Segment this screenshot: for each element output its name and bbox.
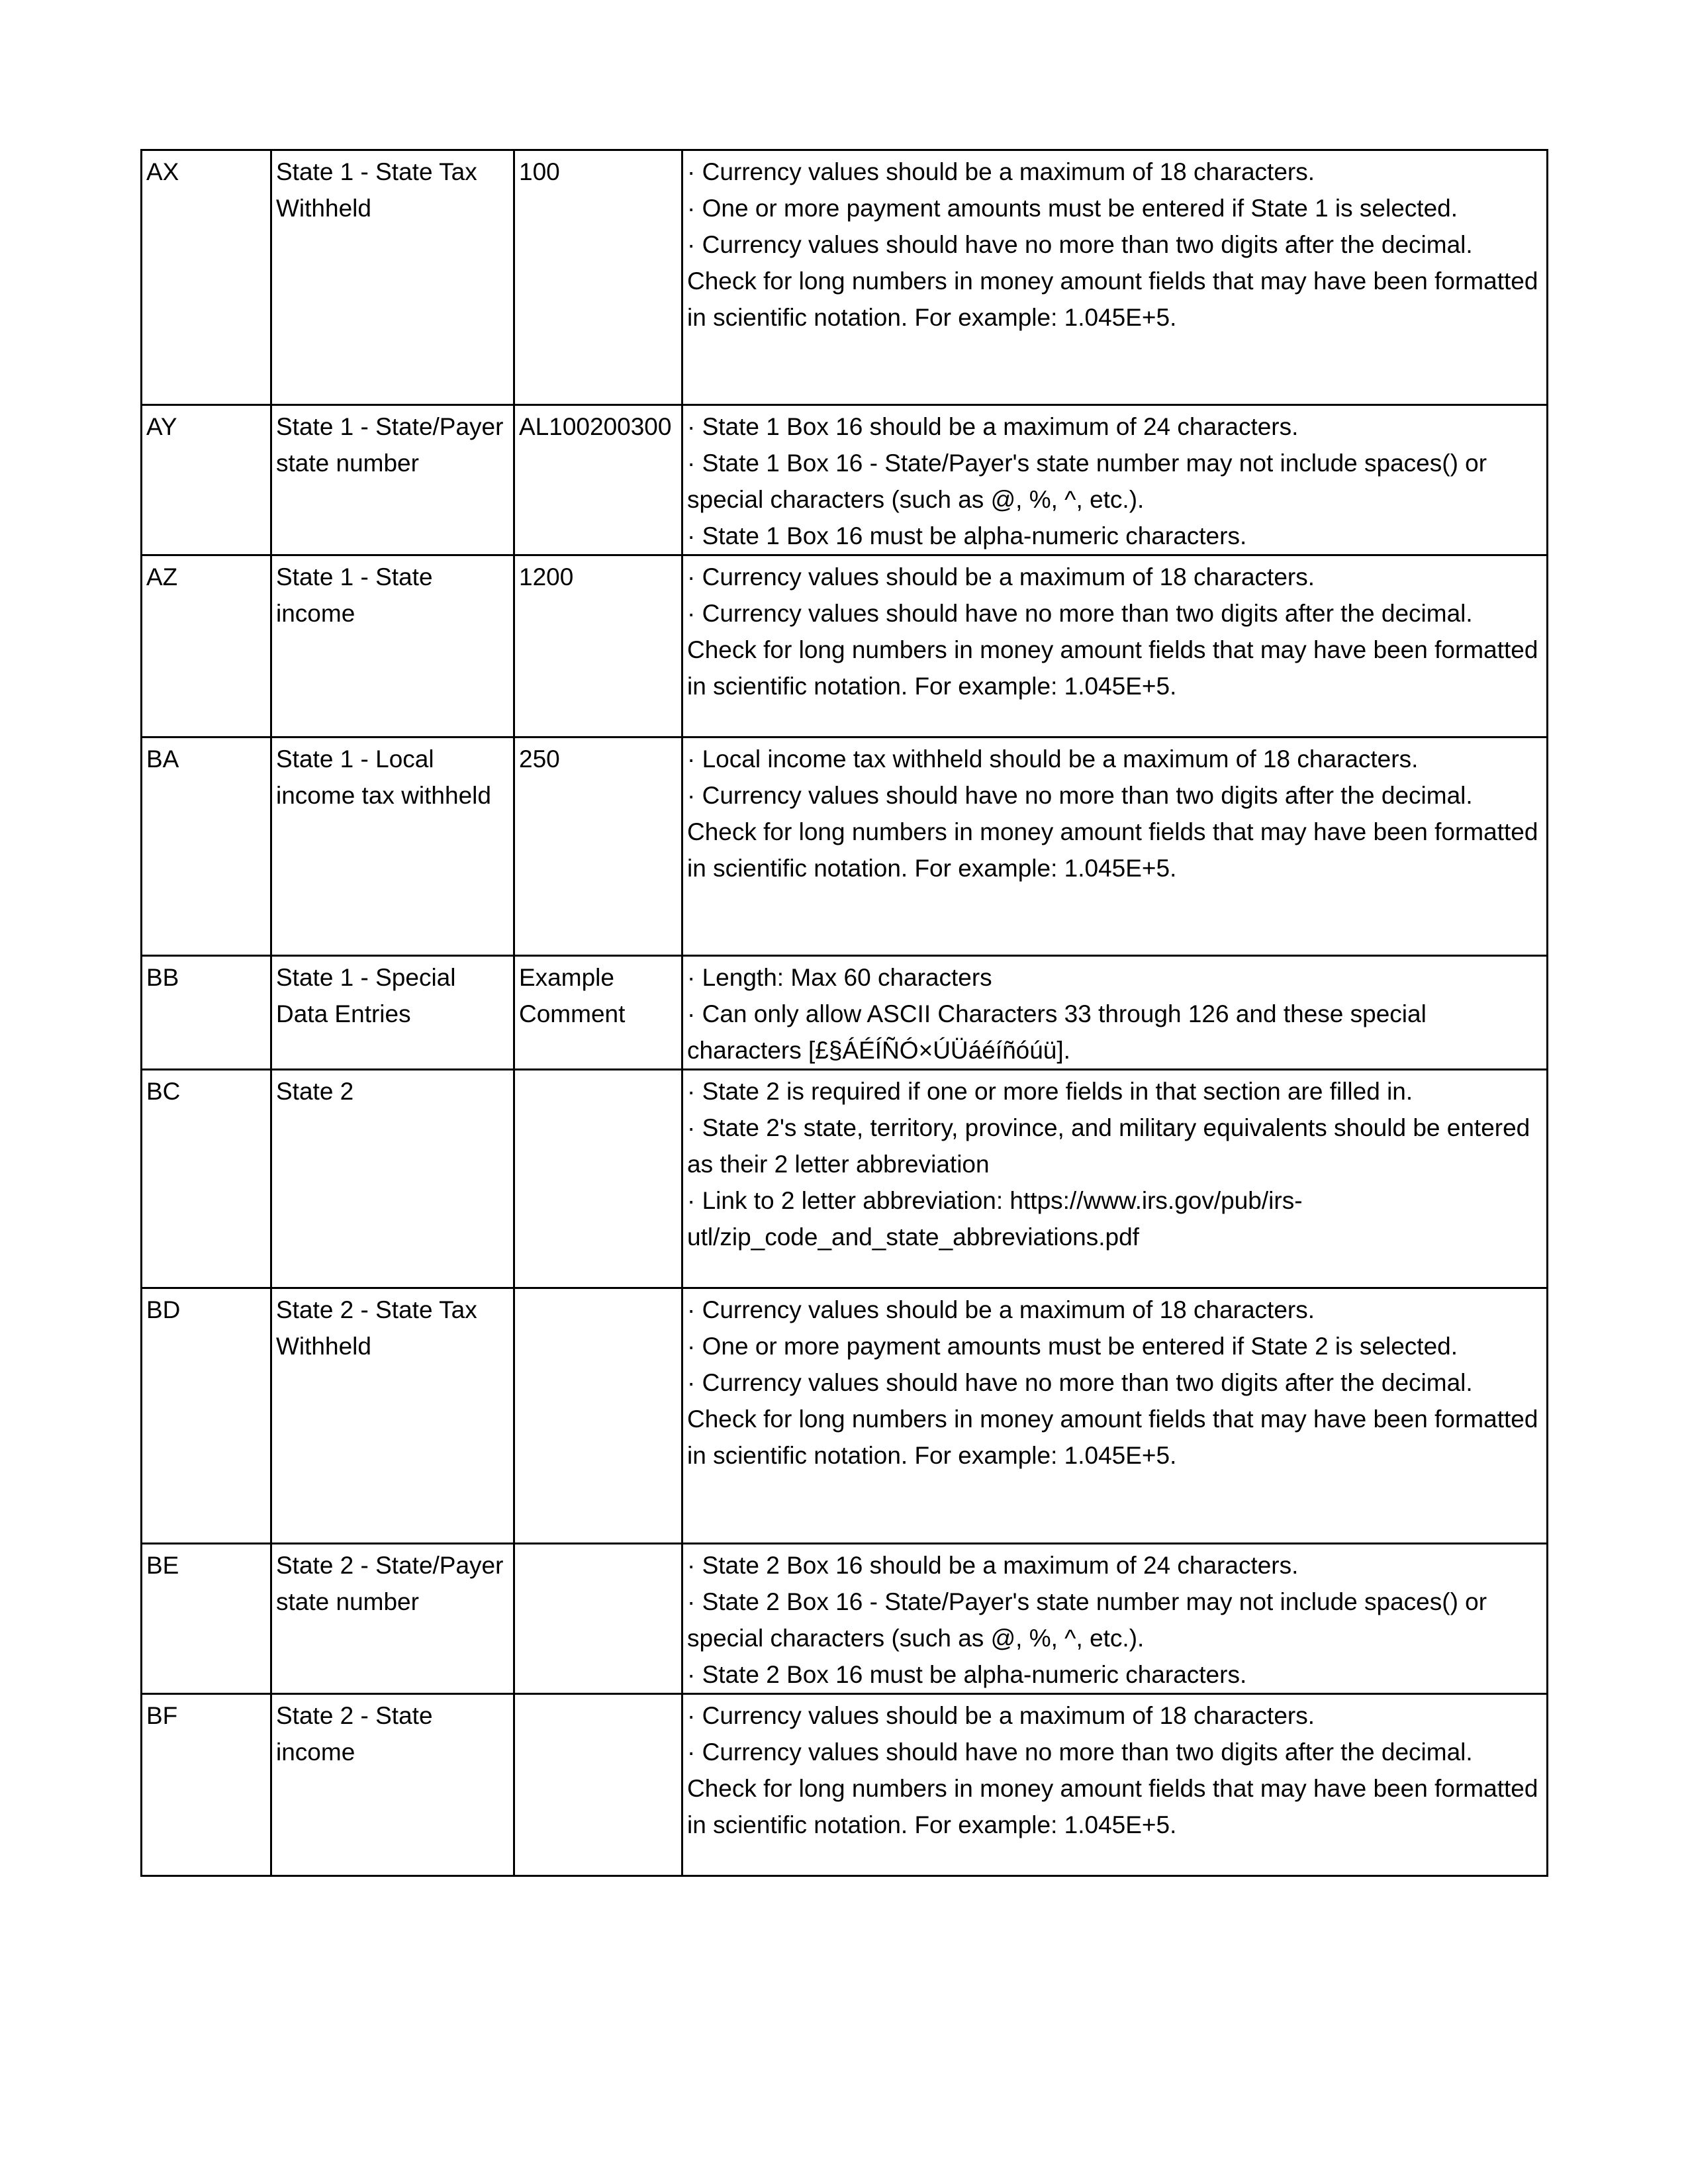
column-letter-cell: AZ: [142, 555, 271, 737]
field-name-cell: State 1 - Local income tax withheld: [271, 737, 514, 956]
column-letter-cell: AY: [142, 405, 271, 555]
example-value-cell: Example Comment: [514, 956, 682, 1070]
validation-rules-cell: · Currency values should be a maximum of 18 characters. · Currency values should have no more than two digits after the decimal. Check for long numbers in money amount fields that may have been formatted in scientific notation. For example: 1.045E+5.: [682, 1694, 1548, 1876]
column-letter-cell: BE: [142, 1544, 271, 1694]
field-name-cell: State 2 - State Tax Withheld: [271, 1288, 514, 1544]
validation-rules-cell: · Currency values should be a maximum of 18 characters. · One or more payment amounts must be entered if State 2 is selected. · Currency values should have no more than two digits after the decimal. Check for long numbers in money amount fields that may have been formatted in scientific notation. For example: 1.045E+5.: [682, 1288, 1548, 1544]
table-row: [142, 405, 1548, 555]
example-value-cell: 250: [514, 737, 682, 956]
field-name-cell: State 2: [271, 1070, 514, 1288]
field-spec-table-body: [142, 150, 1548, 1876]
validation-rules-cell: · State 2 Box 16 should be a maximum of 24 characters. · State 2 Box 16 - State/Payer's state number may not include spaces() or special characters (such as @, %, ^, etc.). · State 2 Box 16 must be alpha-numeric characters.: [682, 1544, 1548, 1694]
validation-rules-cell: · State 2 is required if one or more fields in that section are filled in. · State 2's state, territory, province, and military equivalents should be entered as their 2 letter abbreviation · Link to 2 letter abbreviation: https://www.irs.gov/pub/irs-utl/zip_code_and_state_abbreviations.pdf: [682, 1070, 1548, 1288]
column-letter-cell: BA: [142, 737, 271, 956]
field-name-cell: State 2 - State income: [271, 1694, 514, 1876]
column-letter-cell: BD: [142, 1288, 271, 1544]
example-value-cell: [514, 1544, 682, 1694]
column-letter-cell: BC: [142, 1070, 271, 1288]
table-row: [142, 1544, 1548, 1694]
field-spec-table: [140, 149, 1548, 1877]
table-row: [142, 1288, 1548, 1544]
field-name-cell: State 1 - State income: [271, 555, 514, 737]
validation-rules-cell: · Currency values should be a maximum of 18 characters. · Currency values should have no more than two digits after the decimal. Check for long numbers in money amount fields that may have been formatted in scientific notation. For example: 1.045E+5.: [682, 555, 1548, 737]
validation-rules-cell: · State 1 Box 16 should be a maximum of 24 characters. · State 1 Box 16 - State/Payer's state number may not include spaces() or special characters (such as @, %, ^, etc.). · State 1 Box 16 must be alpha-numeric characters.: [682, 405, 1548, 555]
validation-rules-cell: · Local income tax withheld should be a maximum of 18 characters. · Currency values should have no more than two digits after the decimal. Check for long numbers in money amount fields that may have been formatted in scientific notation. For example: 1.045E+5.: [682, 737, 1548, 956]
validation-rules-cell: · Length: Max 60 characters · Can only allow ASCII Characters 33 through 126 and these special characters [£§ÁÉÍÑÓ×ÚÜáéíñóúü].: [682, 956, 1548, 1070]
example-value-cell: [514, 1288, 682, 1544]
example-value-cell: 100: [514, 150, 682, 405]
example-value-cell: 1200: [514, 555, 682, 737]
field-name-cell: State 2 - State/Payer state number: [271, 1544, 514, 1694]
table-row: [142, 1070, 1548, 1288]
column-letter-cell: BF: [142, 1694, 271, 1876]
table-row: [142, 737, 1548, 956]
field-name-cell: State 1 - State Tax Withheld: [271, 150, 514, 405]
column-letter-cell: BB: [142, 956, 271, 1070]
table-row: [142, 1694, 1548, 1876]
example-value-cell: [514, 1694, 682, 1876]
field-name-cell: State 1 - Special Data Entries: [271, 956, 514, 1070]
table-row: [142, 956, 1548, 1070]
table-row: [142, 555, 1548, 737]
example-value-cell: [514, 1070, 682, 1288]
column-letter-cell: AX: [142, 150, 271, 405]
field-name-cell: State 1 - State/Payer state number: [271, 405, 514, 555]
validation-rules-cell: · Currency values should be a maximum of 18 characters. · One or more payment amounts must be entered if State 1 is selected. · Currency values should have no more than two digits after the decimal. Check for long numbers in money amount fields that may have been formatted in scientific notation. For example: 1.045E+5.: [682, 150, 1548, 405]
example-value-cell: AL100200300: [514, 405, 682, 555]
table-row: [142, 150, 1548, 405]
